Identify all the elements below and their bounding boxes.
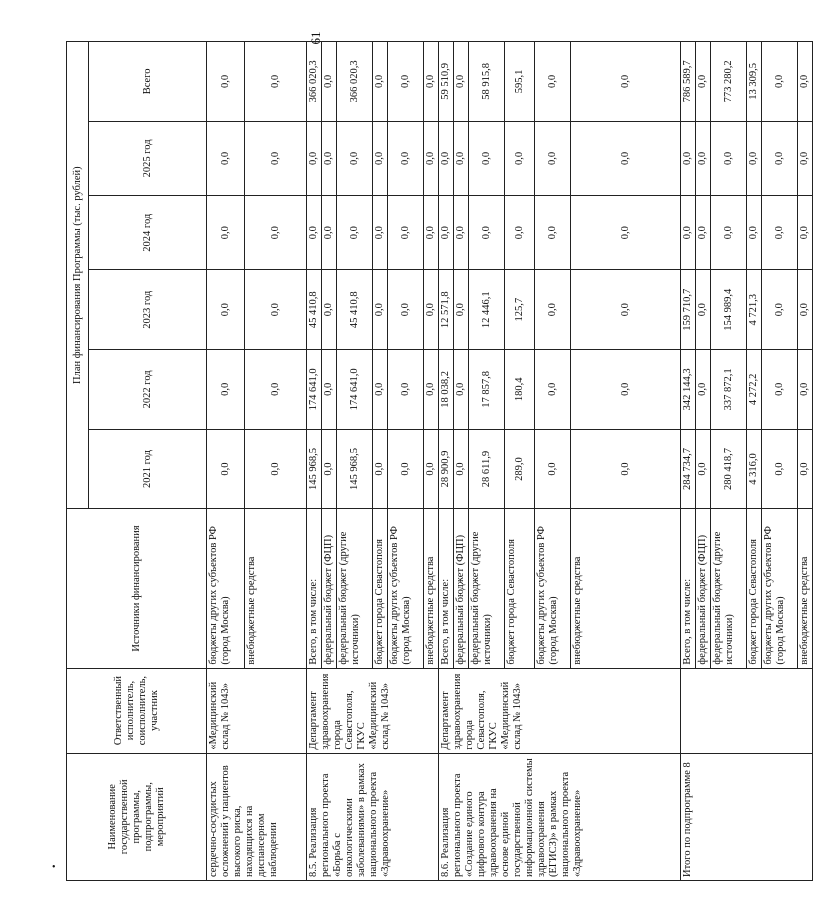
- table-body: [207, 42, 813, 881]
- total-value-cell: 0,0: [388, 42, 424, 122]
- year-value-cell: 0,0: [245, 350, 307, 430]
- year-value-cell: 0,0: [307, 121, 322, 195]
- year-value-cell: 0,0: [747, 121, 762, 195]
- year-value-cell: 0,0: [798, 270, 813, 350]
- year-value-cell: 0,0: [696, 196, 711, 270]
- year-value-cell: 0,0: [454, 196, 469, 270]
- year-value-cell: 0,0: [535, 196, 571, 270]
- funding-source-cell: бюджеты других субъектов РФ (город Москва): [207, 509, 245, 668]
- year-value-cell: 0,0: [454, 270, 469, 350]
- total-value-cell: 366 020,3: [307, 42, 322, 122]
- year-value-cell: 4 721,3: [747, 270, 762, 350]
- funding-source-cell: внебюджетные средства: [571, 509, 681, 668]
- funding-source-cell: федеральный бюджет (другие источники): [469, 509, 505, 668]
- year-value-cell: 0,0: [571, 429, 681, 509]
- year-value-cell: 0,0: [454, 350, 469, 430]
- funding-source-cell: бюджеты других субъектов РФ (город Москва): [762, 509, 798, 668]
- year-value-cell: 0,0: [762, 270, 798, 350]
- year-value-cell: 0,0: [322, 350, 337, 430]
- funding-source-cell: внебюджетные средства: [798, 509, 813, 668]
- total-value-cell: 0,0: [424, 42, 439, 122]
- funding-source-cell: федеральный бюджет (другие источники): [337, 509, 373, 668]
- year-value-cell: 159 710,7: [681, 270, 696, 350]
- year-value-cell: 0,0: [424, 429, 439, 509]
- header-plan: План финансирования Программы (тыс. рублей): [67, 42, 89, 509]
- year-value-cell: 0,0: [207, 121, 245, 195]
- year-value-cell: 0,0: [207, 270, 245, 350]
- year-value-cell: 0,0: [424, 350, 439, 430]
- year-value-cell: 17 857,8: [469, 350, 505, 430]
- year-value-cell: 0,0: [322, 196, 337, 270]
- year-value-cell: 0,0: [505, 121, 535, 195]
- year-value-cell: 0,0: [439, 121, 454, 195]
- year-value-cell: 174 641,0: [337, 350, 373, 430]
- header-year: 2024 год: [89, 196, 207, 270]
- year-value-cell: 0,0: [424, 121, 439, 195]
- total-value-cell: 0,0: [535, 42, 571, 122]
- funding-source-cell: федеральный бюджет (ФЦП): [322, 509, 337, 668]
- year-value-cell: 0,0: [337, 196, 373, 270]
- year-value-cell: 0,0: [388, 121, 424, 195]
- funding-source-cell: бюджет города Севастополя: [747, 509, 762, 668]
- total-value-cell: 0,0: [245, 42, 307, 122]
- year-value-cell: 0,0: [373, 270, 388, 350]
- total-value-cell: 0,0: [762, 42, 798, 122]
- year-value-cell: 0,0: [711, 196, 747, 270]
- year-value-cell: 28 611,9: [469, 429, 505, 509]
- year-value-cell: 0,0: [424, 196, 439, 270]
- total-value-cell: 0,0: [322, 42, 337, 122]
- funding-source-cell: бюджеты других субъектов РФ (город Москва): [535, 509, 571, 668]
- financing-table: [66, 41, 813, 881]
- year-value-cell: 0,0: [207, 350, 245, 430]
- header-source: Источники финансирования: [67, 509, 207, 668]
- year-value-cell: 0,0: [681, 196, 696, 270]
- table-row: [307, 42, 322, 881]
- funding-source-cell: внебюджетные средства: [424, 509, 439, 668]
- year-value-cell: 0,0: [388, 350, 424, 430]
- year-value-cell: 12 571,8: [439, 270, 454, 350]
- margin-mark: •: [52, 862, 56, 873]
- page-number: 61: [308, 31, 323, 45]
- total-value-cell: 786 589,7: [681, 42, 696, 122]
- table-row: [439, 42, 454, 881]
- year-value-cell: 0,0: [571, 270, 681, 350]
- year-value-cell: 180,4: [505, 350, 535, 430]
- year-value-cell: 0,0: [696, 429, 711, 509]
- funding-source-cell: внебюджетные средства: [245, 509, 307, 668]
- total-value-cell: 0,0: [207, 42, 245, 122]
- year-value-cell: 0,0: [571, 196, 681, 270]
- year-value-cell: 18 038,2: [439, 350, 454, 430]
- year-value-cell: 0,0: [388, 270, 424, 350]
- year-value-cell: 0,0: [535, 350, 571, 430]
- year-value-cell: 0,0: [245, 121, 307, 195]
- year-value-cell: 0,0: [373, 121, 388, 195]
- year-value-cell: 289,0: [505, 429, 535, 509]
- year-value-cell: 280 418,7: [711, 429, 747, 509]
- funding-source-cell: Всего, в том числе:: [307, 509, 322, 668]
- year-value-cell: 0,0: [245, 196, 307, 270]
- total-value-cell: 58 915,8: [469, 42, 505, 122]
- total-value-cell: 595,1: [505, 42, 535, 122]
- year-value-cell: 0,0: [388, 429, 424, 509]
- header-responsible: Ответственный исполнитель, соисполнитель, участник: [67, 668, 207, 753]
- year-value-cell: 0,0: [373, 429, 388, 509]
- year-value-cell: 0,0: [762, 429, 798, 509]
- year-value-cell: 0,0: [245, 270, 307, 350]
- year-value-cell: 0,0: [798, 429, 813, 509]
- total-value-cell: 0,0: [696, 42, 711, 122]
- year-value-cell: 4 316,0: [747, 429, 762, 509]
- year-value-cell: 174 641,0: [307, 350, 322, 430]
- year-value-cell: 0,0: [207, 196, 245, 270]
- measure-name-cell: 8.6. Реализация регионального проекта «Создание единого цифрового контура здравоохранения на основе единой государственной информационной системы здравоохранения (ЕГИСЗ)» в рамках национального проекта «Здравоохранение»: [439, 753, 681, 880]
- header-year: 2022 год: [89, 350, 207, 430]
- year-value-cell: 0,0: [762, 350, 798, 430]
- year-value-cell: 337 872,1: [711, 350, 747, 430]
- year-value-cell: 154 989,4: [711, 270, 747, 350]
- year-value-cell: 4 272,2: [747, 350, 762, 430]
- funding-source-cell: федеральный бюджет (ФЦП): [696, 509, 711, 668]
- year-value-cell: 0,0: [762, 196, 798, 270]
- year-value-cell: 0,0: [571, 350, 681, 430]
- year-value-cell: 0,0: [681, 121, 696, 195]
- table-row: [681, 42, 696, 881]
- year-value-cell: 28 900,9: [439, 429, 454, 509]
- total-value-cell: 0,0: [571, 42, 681, 122]
- header-year: 2023 год: [89, 270, 207, 350]
- header-total: Всего: [89, 42, 207, 122]
- total-value-cell: 13 309,5: [747, 42, 762, 122]
- year-value-cell: 0,0: [571, 121, 681, 195]
- measure-name-cell: сердечно-сосудистых осложнений у пациентов высокого риска, находящихся на диспансерном наблюдении: [207, 753, 307, 880]
- year-value-cell: 0,0: [798, 121, 813, 195]
- year-value-cell: 0,0: [696, 350, 711, 430]
- year-value-cell: 0,0: [322, 270, 337, 350]
- total-value-cell: 0,0: [798, 42, 813, 122]
- year-value-cell: 0,0: [337, 121, 373, 195]
- year-value-cell: 0,0: [535, 270, 571, 350]
- year-value-cell: 342 144,3: [681, 350, 696, 430]
- header-name: Наименование государственной программы, подпрограммы, мероприятий: [67, 753, 207, 880]
- year-value-cell: 0,0: [711, 121, 747, 195]
- funding-source-cell: бюджеты других субъектов РФ (город Москва): [388, 509, 424, 668]
- responsible-cell: «Медицинский склад № 1043»: [207, 668, 307, 753]
- funding-source-cell: бюджет города Севастополя: [505, 509, 535, 668]
- year-value-cell: 0,0: [798, 350, 813, 430]
- year-value-cell: 125,7: [505, 270, 535, 350]
- year-value-cell: 0,0: [469, 196, 505, 270]
- year-value-cell: 0,0: [454, 429, 469, 509]
- year-value-cell: 0,0: [388, 196, 424, 270]
- header-year: 2021 год: [89, 429, 207, 509]
- funding-source-cell: Всего, в том числе:: [439, 509, 454, 668]
- year-value-cell: 0,0: [373, 350, 388, 430]
- year-value-cell: 0,0: [535, 429, 571, 509]
- year-value-cell: 0,0: [373, 196, 388, 270]
- funding-source-cell: федеральный бюджет (ФЦП): [454, 509, 469, 668]
- year-value-cell: 0,0: [439, 196, 454, 270]
- year-value-cell: 45 410,8: [307, 270, 322, 350]
- year-value-cell: 0,0: [747, 196, 762, 270]
- responsible-cell: Департамент здравоохранения города Севастополя, ГКУС «Медицинский склад № 1043»: [307, 668, 439, 753]
- year-value-cell: 284 734,7: [681, 429, 696, 509]
- year-value-cell: 0,0: [762, 121, 798, 195]
- table-row: [207, 42, 245, 881]
- year-value-cell: 0,0: [322, 429, 337, 509]
- total-value-cell: 0,0: [454, 42, 469, 122]
- year-value-cell: 0,0: [505, 196, 535, 270]
- measure-name-cell: Итого по подпрограмме 8: [681, 753, 813, 880]
- year-value-cell: 145 968,5: [307, 429, 322, 509]
- measure-name-cell: 8.5. Реализация регионального проекта «Борьба с онкологическими заболеваниями» в рамках национального проекта «Здравоохранение»: [307, 753, 439, 880]
- year-value-cell: 12 446,1: [469, 270, 505, 350]
- year-value-cell: 0,0: [424, 270, 439, 350]
- funding-source-cell: Всего, в том числе:: [681, 509, 696, 668]
- year-value-cell: 145 968,5: [337, 429, 373, 509]
- year-value-cell: 0,0: [322, 121, 337, 195]
- total-value-cell: 773 280,2: [711, 42, 747, 122]
- year-value-cell: 0,0: [207, 429, 245, 509]
- funding-source-cell: федеральный бюджет (другие источники): [711, 509, 747, 668]
- year-value-cell: 0,0: [307, 196, 322, 270]
- responsible-cell: Департамент здравоохранения города Севастополя, ГКУС «Медицинский склад № 1043»: [439, 668, 681, 753]
- total-value-cell: 59 510,9: [439, 42, 454, 122]
- total-value-cell: 366 020,3: [337, 42, 373, 122]
- year-value-cell: 0,0: [454, 121, 469, 195]
- year-value-cell: 0,0: [469, 121, 505, 195]
- rotated-table-container: [66, 41, 810, 881]
- year-value-cell: 0,0: [696, 270, 711, 350]
- total-value-cell: 0,0: [373, 42, 388, 122]
- header-year: 2025 год: [89, 121, 207, 195]
- funding-source-cell: бюджет города Севастополя: [373, 509, 388, 668]
- year-value-cell: 0,0: [696, 121, 711, 195]
- year-value-cell: 0,0: [535, 121, 571, 195]
- year-value-cell: 45 410,8: [337, 270, 373, 350]
- year-value-cell: 0,0: [245, 429, 307, 509]
- responsible-cell: [681, 668, 813, 753]
- year-value-cell: 0,0: [798, 196, 813, 270]
